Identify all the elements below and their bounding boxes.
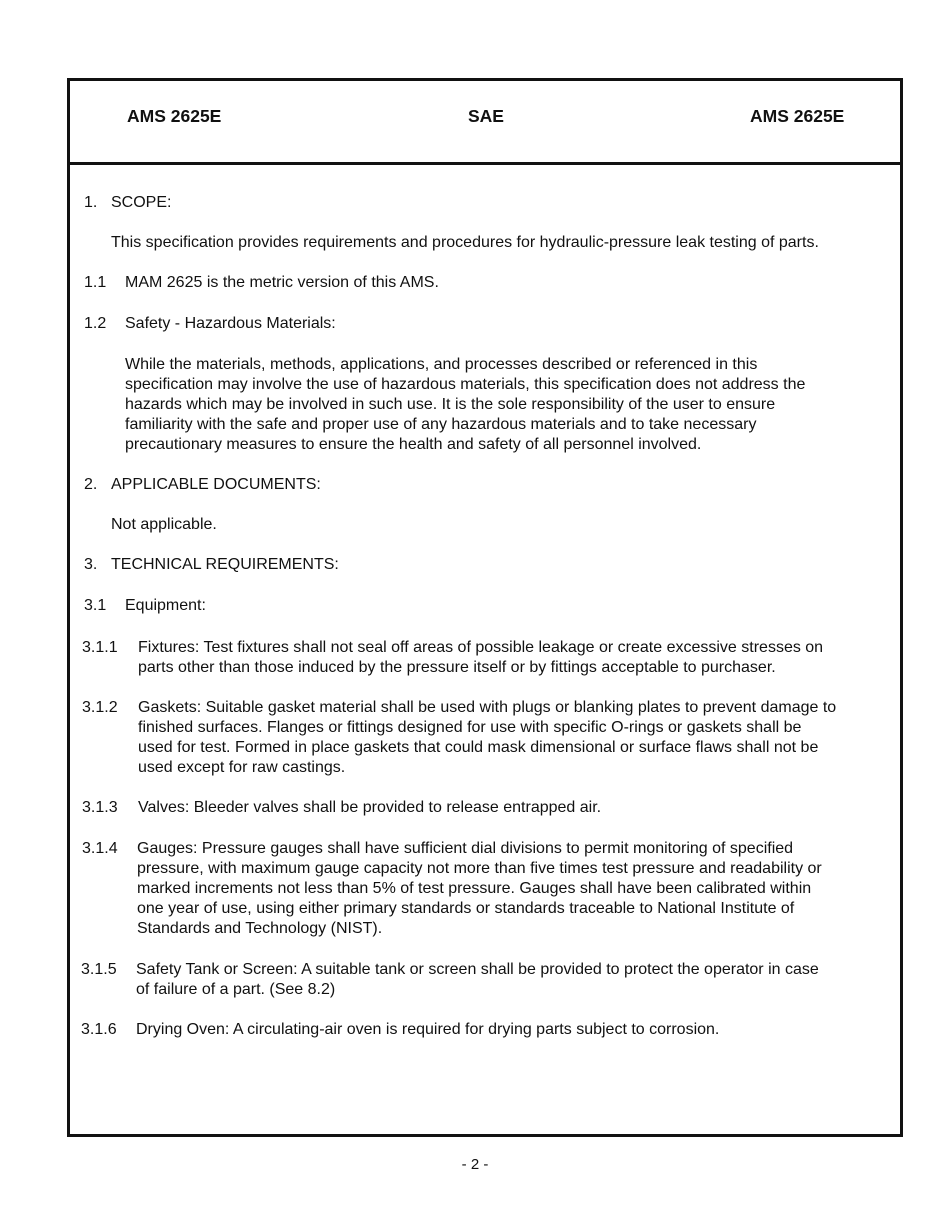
section-1-2-number: 1.2 <box>84 315 107 332</box>
section-3-1-4-line: one year of use, using either primary standards or standards traceable to National Institute of <box>137 900 795 917</box>
header-doc-id-right: AMS 2625E <box>750 106 845 126</box>
section-3-1-5-number: 3.1.5 <box>81 961 117 978</box>
header-doc-id-left: AMS 2625E <box>127 106 222 126</box>
section-3-1-5-line: of failure of a part. (See 8.2) <box>136 981 336 998</box>
section-3-1-title: Equipment: <box>125 597 206 614</box>
section-3-1-3-number: 3.1.3 <box>82 799 118 816</box>
section-1-1-text: MAM 2625 is the metric version of this AMS. <box>125 274 439 291</box>
section-3-title: TECHNICAL REQUIREMENTS: <box>111 556 339 573</box>
section-1-1-number: 1.1 <box>84 274 107 291</box>
section-3-1-4-line: Gauges: Pressure gauges shall have sufficient dial divisions to permit monitoring of specified <box>137 840 794 857</box>
section-3-1-1-number: 3.1.1 <box>82 639 118 656</box>
section-2-title: APPLICABLE DOCUMENTS: <box>111 476 321 493</box>
section-3-1-4-line: Standards and Technology (NIST). <box>137 920 383 937</box>
section-3-1-4-number: 3.1.4 <box>82 840 118 857</box>
section-3-1-1-line: parts other than those induced by the pressure itself or by fittings acceptable to purchaser. <box>138 659 776 676</box>
section-1-2-title: Safety - Hazardous Materials: <box>125 315 336 332</box>
section-3-1-5-line: Safety Tank or Screen: A suitable tank or screen shall be provided to protect the operator in case <box>136 961 819 978</box>
section-1-body: This specification provides requirements and procedures for hydraulic-pressure leak testing of parts. <box>111 234 819 251</box>
section-1-number: 1. <box>84 194 98 211</box>
section-1-2-body-line: While the materials, methods, applications, and processes described or referenced in this <box>125 356 758 373</box>
section-1-2-body-line: precautionary measures to ensure the health and safety of all personnel involved. <box>125 436 702 453</box>
section-3-1-2-line: finished surfaces. Flanges or fittings designed for use with specific O-rings or gaskets shall be <box>138 719 802 736</box>
section-3-number: 3. <box>84 556 98 573</box>
section-3-1-2-line: used except for raw castings. <box>138 759 346 776</box>
section-1-2-body-line: hazards which may be involved in such use. It is the sole responsibility of the user to ensure <box>125 396 776 413</box>
page-number: - 2 - <box>461 1156 489 1173</box>
section-3-1-2-line: Gaskets: Suitable gasket material shall be used with plugs or blanking plates to prevent damage to <box>138 699 837 716</box>
section-1-2-body-line: familiarity with the safe and proper use of any hazardous materials and to take necessary <box>125 416 757 433</box>
section-2-body: Not applicable. <box>111 516 217 533</box>
section-3-1-4-line: pressure, with maximum gauge capacity not more than five times test pressure and readability or <box>137 860 822 877</box>
header-organization: SAE <box>468 106 504 126</box>
section-3-1-3-line: Valves: Bleeder valves shall be provided to release entrapped air. <box>138 799 602 816</box>
section-1-title: SCOPE: <box>111 194 172 211</box>
section-3-1-6-number: 3.1.6 <box>81 1021 117 1038</box>
section-1-2-body-line: specification may involve the use of hazardous materials, this specification does not address the <box>125 376 806 393</box>
section-3-1-2-number: 3.1.2 <box>82 699 118 716</box>
section-3-1-number: 3.1 <box>84 597 107 614</box>
section-3-1-2-line: used for test. Formed in place gaskets that could mask dimensional or surface flaws shall not be <box>138 739 819 756</box>
section-3-1-6-line: Drying Oven: A circulating-air oven is required for drying parts subject to corrosion. <box>136 1021 720 1038</box>
section-2-number: 2. <box>84 476 98 493</box>
section-3-1-4-line: marked increments not less than 5% of test pressure. Gauges shall have been calibrated within <box>137 880 812 897</box>
section-3-1-1-line: Fixtures: Test fixtures shall not seal off areas of possible leakage or create excessive stresses on <box>138 639 824 656</box>
